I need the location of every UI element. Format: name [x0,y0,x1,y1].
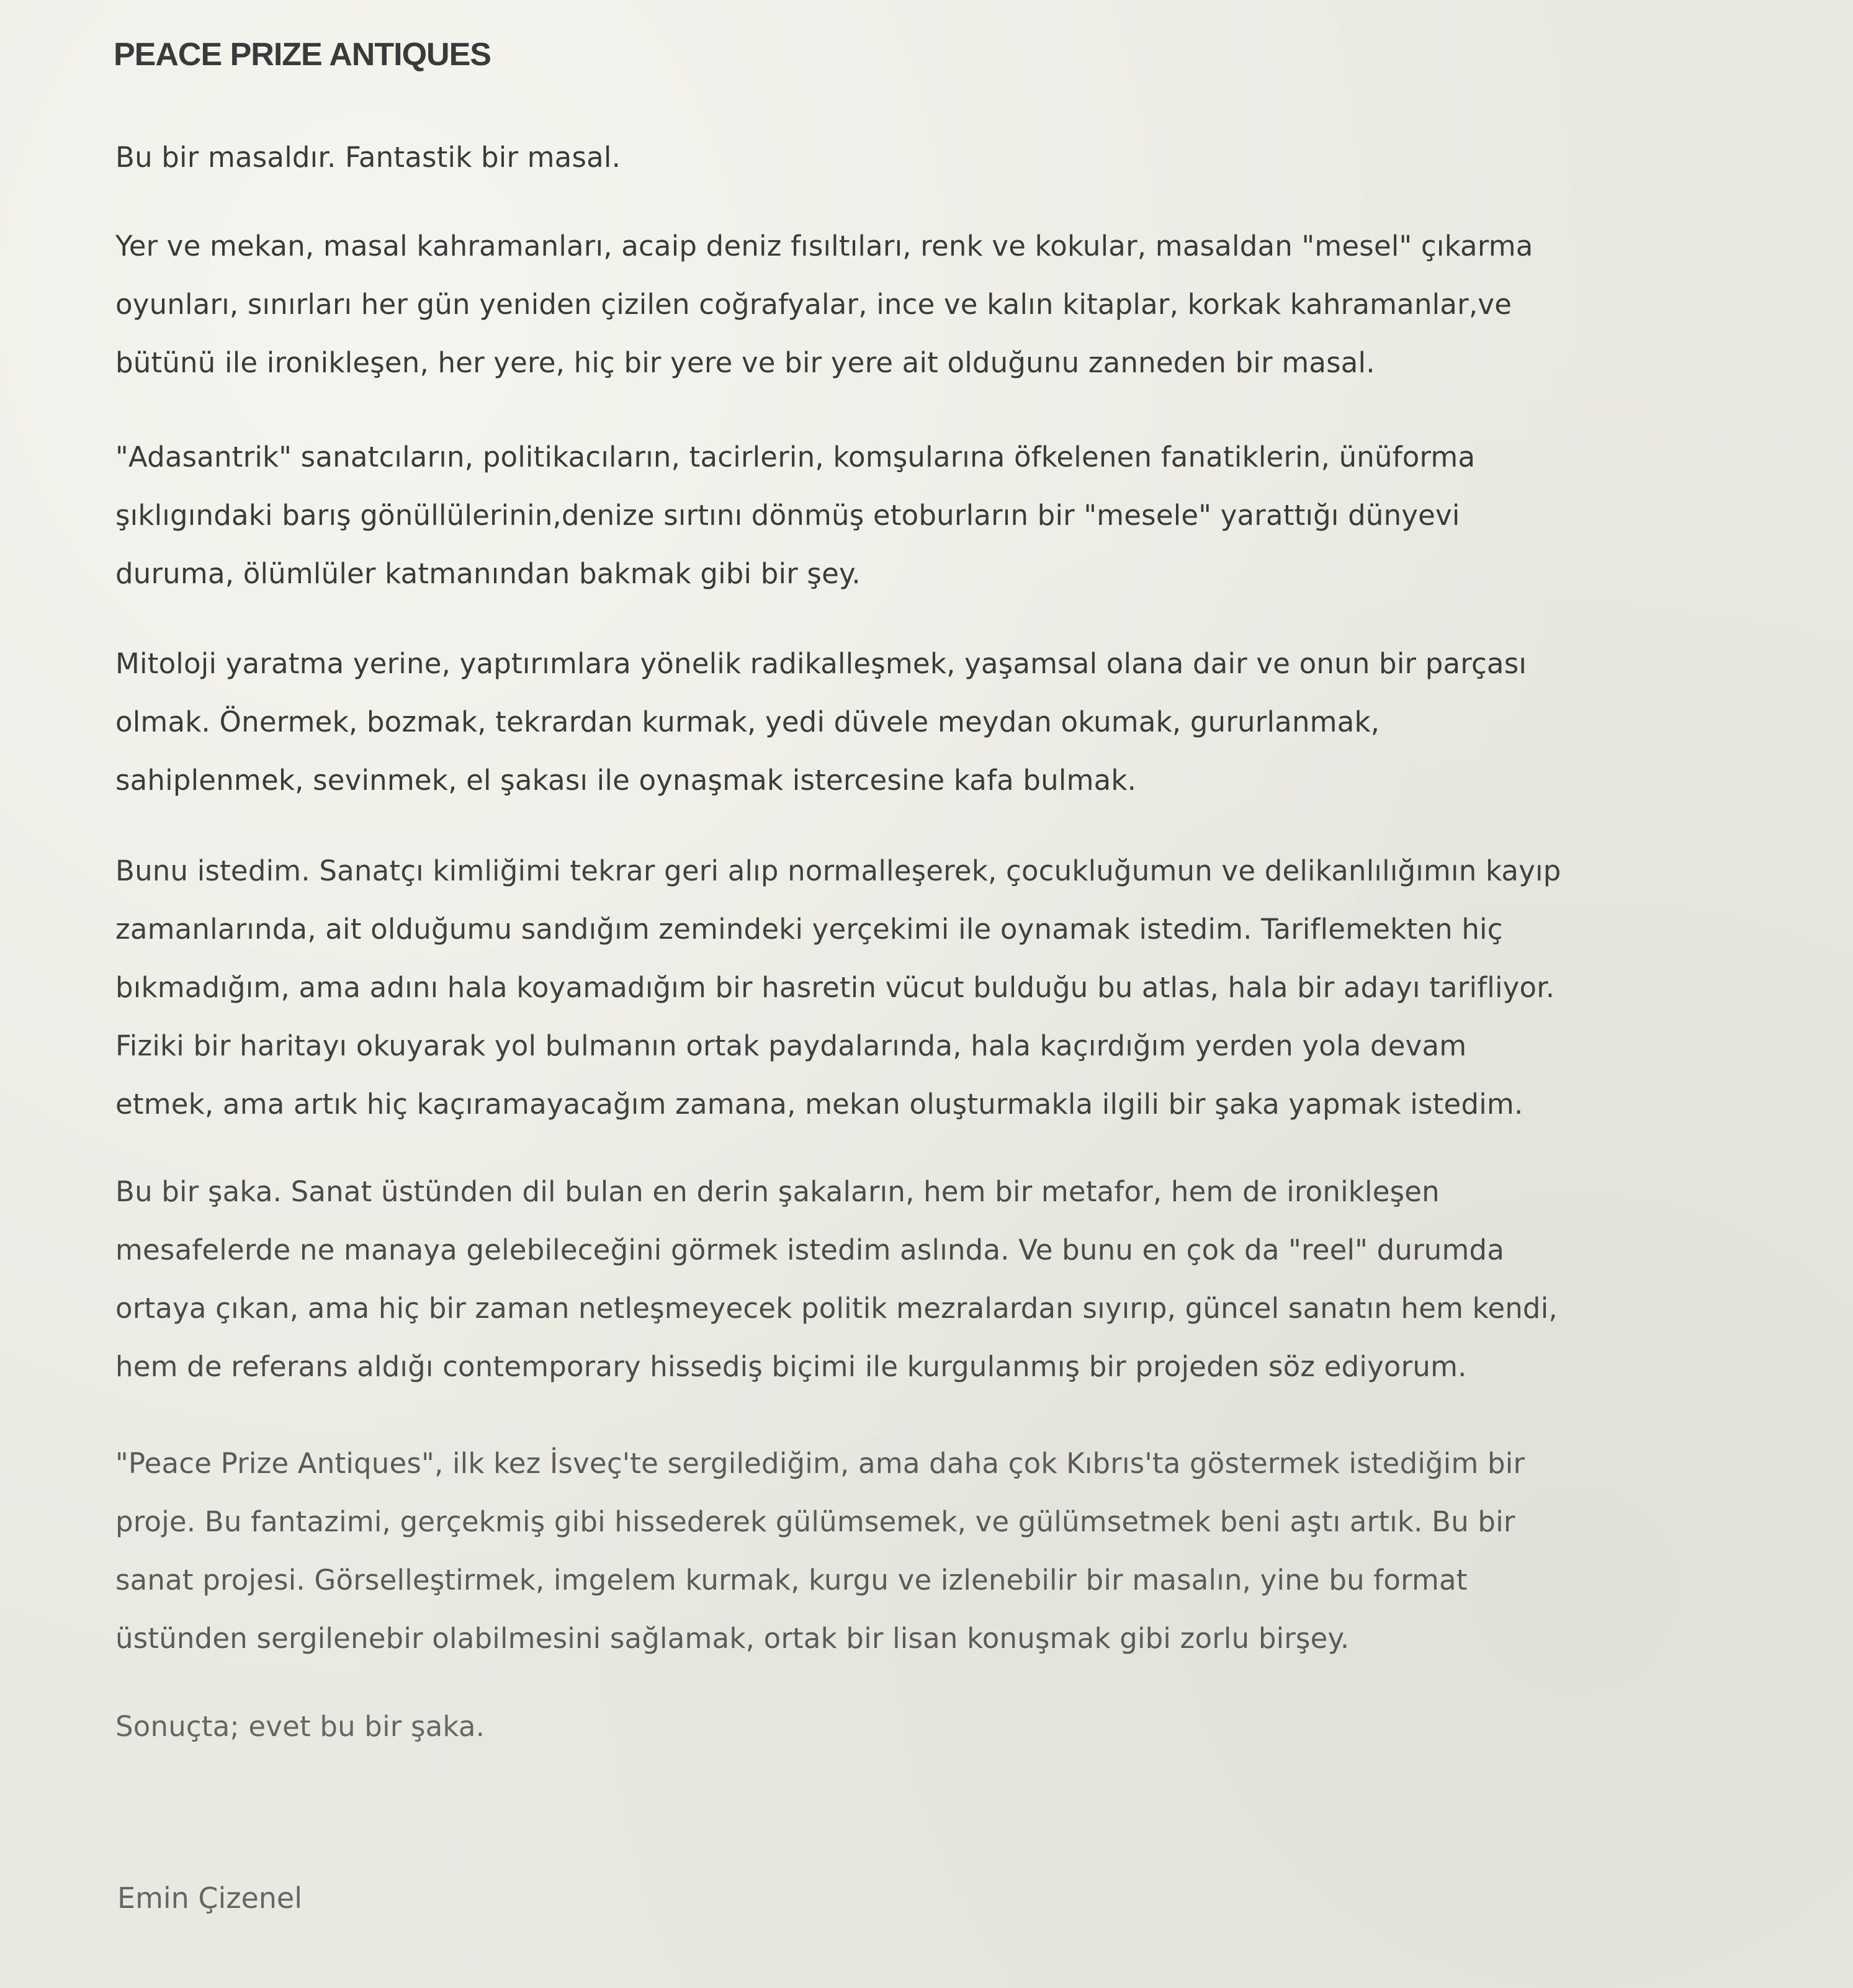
paragraph-line: duruma, ölümlüler katmanından bakmak gibi bir şey. [115,557,861,590]
paragraph-conclusion [115,1698,485,1756]
paragraph-adasantrik [115,428,1475,603]
paragraph-line: oyunları, sınırları her gün yeniden çizilen coğrafyalar, ince ve kalın kitaplar, korkak kahramanlar,ve [115,288,1512,321]
paragraph-line: Mitoloji yaratma yerine, yaptırımlara yönelik radikalleşmek, yaşamsal olana dair ve onun bir parçası [115,647,1527,680]
paragraph-line: bıkmadığım, ama adını hala koyamadığım bir hasretin vücut bulduğu bu atlas, hala bir adayı tarifliyor. [115,971,1555,1004]
paragraph-line: ortaya çıkan, ama hiç bir zaman netleşmeyecek politik mezralardan sıyırıp, güncel sanatın hem kendi, [115,1292,1558,1325]
paragraph-line: şıklıgındaki barış gönüllülerinin,denize sırtını dönmüş etoburların bir "mesele" yarattığı dünyevi [115,499,1460,532]
paragraph-line: Bu bir şaka. Sanat üstünden dil bulan en derin şakaların, hem bir metafor, hem de ironikleşen [115,1175,1440,1208]
paragraph-line: mesafelerde ne manaya gelebileceğini görmek istedim aslında. Ve bunu en çok da "reel" durumda [115,1234,1505,1266]
paragraph-line: sahiplenmek, sevinmek, el şakası ile oynaşmak istercesine kafa bulmak. [115,764,1137,797]
paragraph-line: zamanlarında, ait olduğumu sandığım zemindeki yerçekimi ile oynamak istedim. Tariflemekten hiç [115,913,1503,946]
paragraph-mythology [115,635,1527,810]
paragraph-joke [115,1163,1558,1396]
paragraph-line: Sonuçta; evet bu bir şaka. [115,1710,485,1743]
paragraph-line: Yer ve mekan, masal kahramanları, acaip deniz fısıltıları, renk ve kokular, masaldan "mesel" çıkarma [115,230,1533,262]
paragraph-setting [115,217,1533,392]
paragraph-line: Bunu istedim. Sanatçı kimliğimi tekrar geri alıp normalleşerek, çocukluğumun ve delikanlılığımın kayıp [115,854,1561,887]
paragraph-line: etmek, ama artık hiç kaçıramayacağım zamana, mekan oluşturmakla ilgili bir şaka yapmak istedim. [115,1088,1523,1121]
paragraph-line: Bu bir masaldır. Fantastik bir masal. [115,141,621,174]
paragraph-wish [115,842,1561,1134]
paragraph-project [115,1435,1525,1668]
paragraph-line: proje. Bu fantazimi, gerçekmiş gibi hissederek gülümsemek, ve gülümsetmek beni aştı artık. Bu bir [115,1505,1515,1538]
paragraph-intro [115,128,621,187]
paragraph-line: "Adasantrik" sanatcıların, politikacıların, tacirlerin, komşularına öfkelenen fanatiklerin, ünüforma [115,441,1476,473]
paragraph-line: olmak. Önermek, bozmak, tekrardan kurmak, yedi düvele meydan okumak, gururlanmak, [115,705,1380,738]
author-signature: Emin Çizenel [117,1881,303,1915]
paragraph-line: bütünü ile ironikleşen, her yere, hiç bir yere ve bir yere ait olduğunu zanneden bir masal. [115,346,1375,379]
paragraph-line: üstünden sergilenebir olabilmesini sağlamak, ortak bir lisan konuşmak gibi zorlu birşey. [115,1622,1350,1655]
document-title: PEACE PRIZE ANTIQUES [114,37,491,73]
paragraph-line: "Peace Prize Antiques", ilk kez İsveç'te sergilediğim, ama daha çok Kıbrıs'ta göstermek istediğim bir [115,1447,1525,1480]
paragraph-line: sanat projesi. Görselleştirmek, imgelem kurmak, kurgu ve izlenebilir bir masalın, yine bu format [115,1564,1468,1596]
paragraph-line: hem de referans aldığı contemporary hissediş biçimi ile kurgulanmış bir projeden söz ediyorum. [115,1350,1467,1383]
paragraph-line: Fiziki bir haritayı okuyarak yol bulmanın ortak paydalarında, hala kaçırdığım yerden yola devam [115,1029,1467,1062]
